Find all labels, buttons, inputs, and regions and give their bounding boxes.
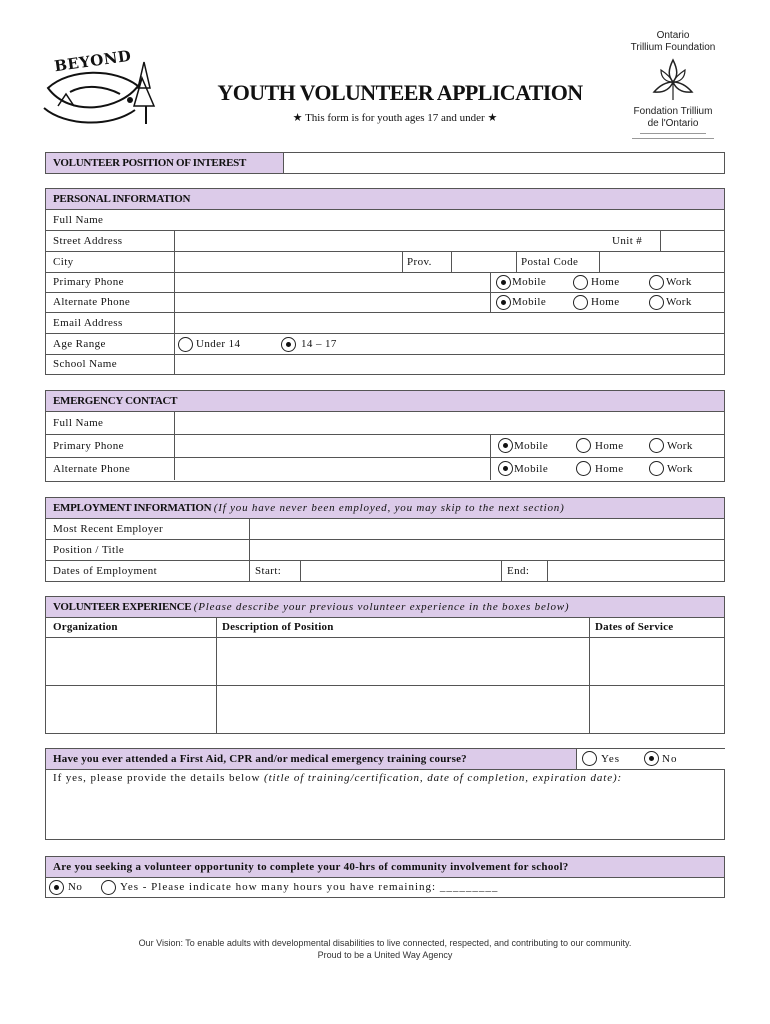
- alt-phone-mobile-radio[interactable]: [496, 295, 511, 310]
- experience-row-1: [46, 637, 724, 685]
- unit-input[interactable]: [661, 231, 724, 251]
- community-no-radio[interactable]: [49, 880, 64, 895]
- row-emergency-primary-phone: [46, 434, 724, 457]
- street-label: Street Address: [53, 235, 123, 247]
- alt-phone-work-radio[interactable]: [649, 295, 664, 310]
- emergency-primary-home-radio[interactable]: [576, 438, 591, 453]
- first-aid-details-label: If yes, please provide the details below: [53, 772, 261, 784]
- alt-phone-label: Alternate Phone: [53, 296, 131, 308]
- footer-vision: Our Vision: To enable adults with developmental disabilities to live connected, respected, and contributing to our community.: [138, 938, 632, 948]
- city-input[interactable]: [175, 252, 400, 272]
- age-under14-label: Under 14: [196, 338, 241, 350]
- first-aid-header: [46, 749, 724, 769]
- employment-header-note: (If you have never been employed, you may skip to the next section): [213, 502, 565, 514]
- emergency-primary-mobile-label: Mobile: [514, 440, 549, 452]
- row-emergency-name: [46, 411, 724, 434]
- community-section: [45, 856, 725, 898]
- first-aid-yes-label: Yes: [601, 753, 621, 765]
- otf-name-line4: de l'Ontario: [647, 118, 699, 129]
- full-name-input[interactable]: [174, 210, 724, 230]
- row-emergency-alt-phone: [46, 457, 724, 480]
- first-aid-yes-radio[interactable]: [582, 751, 597, 766]
- first-aid-details[interactable]: [46, 769, 724, 839]
- row-city: [46, 251, 724, 272]
- experience-header-title: VOLUNTEER EXPERIENCE: [53, 601, 192, 613]
- row-alt-phone: [46, 292, 724, 312]
- row-school: [46, 354, 724, 374]
- emergency-alt-phone-label: Alternate Phone: [53, 463, 131, 475]
- postal-input[interactable]: [600, 252, 724, 272]
- col-description: Description of Position: [222, 621, 334, 633]
- full-name-label: Full Name: [53, 214, 104, 226]
- experience-row-1-org-input[interactable]: [46, 638, 216, 685]
- personal-info-header: PERSONAL INFORMATION: [46, 189, 724, 209]
- employment-header-title: EMPLOYMENT INFORMATION: [53, 502, 212, 514]
- experience-row-2-dates-input[interactable]: [590, 686, 724, 733]
- first-aid-details-note: (title of training/certification, date of completion, expiration date):: [264, 772, 623, 784]
- experience-row-1-dates-input[interactable]: [590, 638, 724, 685]
- alt-phone-home-label: Home: [591, 296, 620, 308]
- primary-phone-label: Primary Phone: [53, 276, 124, 288]
- emergency-name-input[interactable]: [175, 412, 724, 434]
- employment-section: [45, 497, 725, 582]
- personal-info-section: [45, 188, 725, 375]
- emergency-name-label: Full Name: [53, 417, 104, 429]
- row-email: [46, 312, 724, 333]
- experience-header-note: (Please describe your previous volunteer experience in the boxes below): [193, 601, 570, 613]
- row-employer: [46, 518, 724, 539]
- row-primary-phone: [46, 272, 724, 292]
- first-aid-question: Have you ever attended a First Aid, CPR and/or medical emergency training course?: [53, 753, 467, 765]
- emergency-contact-header: EMERGENCY CONTACT: [46, 391, 724, 411]
- emergency-primary-work-radio[interactable]: [649, 438, 664, 453]
- row-dates-employment: [46, 560, 724, 581]
- emergency-primary-mobile-radio[interactable]: [498, 438, 513, 453]
- first-aid-no-label: No: [662, 753, 678, 765]
- emergency-primary-phone-label: Primary Phone: [53, 440, 124, 452]
- age-14-17-label: 14 – 17: [301, 338, 337, 350]
- otf-agency-fine-print-2: [632, 138, 714, 141]
- school-label: School Name: [53, 358, 117, 370]
- alt-phone-input[interactable]: [175, 293, 490, 312]
- col-dates-service: Dates of Service: [595, 621, 674, 633]
- emergency-contact-section: [45, 390, 725, 482]
- prov-input[interactable]: [452, 252, 516, 272]
- community-answers: [46, 877, 724, 897]
- emergency-alt-phone-input[interactable]: [175, 458, 490, 480]
- position-interest-input[interactable]: [286, 153, 724, 173]
- experience-row-1-desc-input[interactable]: [217, 638, 589, 685]
- primary-phone-home-label: Home: [591, 276, 620, 288]
- alt-phone-home-radio[interactable]: [573, 295, 588, 310]
- emergency-alt-work-radio[interactable]: [649, 461, 664, 476]
- experience-row-2: [46, 685, 724, 733]
- experience-column-headers: [46, 617, 724, 637]
- position-interest-label: VOLUNTEER POSITION OF INTEREST: [46, 153, 284, 173]
- alt-phone-work-label: Work: [666, 296, 692, 308]
- emergency-primary-phone-input[interactable]: [175, 435, 490, 457]
- emergency-alt-mobile-label: Mobile: [514, 463, 549, 475]
- postal-label: Postal Code: [521, 256, 579, 268]
- dates-employment-label: Dates of Employment: [53, 565, 158, 577]
- first-aid-section: [45, 748, 725, 840]
- primary-phone-work-radio[interactable]: [649, 275, 664, 290]
- experience-row-2-org-input[interactable]: [46, 686, 216, 733]
- street-input[interactable]: [175, 231, 609, 251]
- emergency-alt-mobile-radio[interactable]: [498, 461, 513, 476]
- end-date-input[interactable]: [548, 561, 724, 581]
- start-label: Start:: [255, 565, 282, 577]
- end-label: End:: [507, 565, 530, 577]
- position-label: Position / Title: [53, 544, 125, 556]
- email-label: Email Address: [53, 317, 123, 329]
- position-input[interactable]: [250, 540, 724, 560]
- experience-header: [46, 597, 724, 617]
- col-organization: Organization: [53, 621, 118, 633]
- community-no-label: No: [68, 881, 83, 893]
- email-input[interactable]: [175, 313, 724, 333]
- primary-phone-mobile-label: Mobile: [512, 276, 547, 288]
- community-yes-label: Yes - Please indicate how many hours you have remaining: _________: [120, 881, 499, 893]
- community-question: Are you seeking a volunteer opportunity to complete your 40-hrs of community involvement for school?: [46, 857, 724, 877]
- footer-united-way: Proud to be a United Way Agency: [317, 950, 453, 960]
- row-position: [46, 539, 724, 560]
- primary-phone-input[interactable]: [175, 273, 490, 292]
- otf-name-line3: Fondation Trillium: [633, 106, 713, 117]
- employer-label: Most Recent Employer: [53, 523, 164, 535]
- emergency-alt-home-radio[interactable]: [576, 461, 591, 476]
- experience-row-2-desc-input[interactable]: [217, 686, 589, 733]
- school-input[interactable]: [175, 355, 724, 374]
- primary-phone-work-label: Work: [666, 276, 692, 288]
- row-street: [46, 230, 724, 251]
- age-14-17-radio[interactable]: [281, 337, 296, 352]
- city-label: City: [53, 256, 74, 268]
- community-yes-radio[interactable]: [101, 880, 116, 895]
- row-age-range: [46, 333, 724, 354]
- employer-input[interactable]: [250, 519, 724, 539]
- form-subtitle: ★ This form is for youth ages 17 and under ★: [292, 112, 498, 124]
- beyond-logo-text: BEYOND: [53, 46, 133, 76]
- age-under14-radio[interactable]: [178, 337, 193, 352]
- form-title: YOUTH VOLUNTEER APPLICATION: [217, 80, 583, 105]
- otf-name-line2: Trillium Foundation: [630, 42, 716, 53]
- volunteer-experience-section: [45, 596, 725, 734]
- primary-phone-mobile-radio[interactable]: [496, 275, 511, 290]
- otf-agency-fine-print: [640, 133, 706, 136]
- position-interest-section: [45, 152, 725, 174]
- employment-header: [46, 498, 724, 518]
- unit-label: Unit #: [612, 235, 643, 247]
- emergency-primary-work-label: Work: [667, 440, 693, 452]
- emergency-primary-home-label: Home: [595, 440, 624, 452]
- first-aid-no-radio[interactable]: [644, 751, 659, 766]
- primary-phone-home-radio[interactable]: [573, 275, 588, 290]
- prov-label: Prov.: [407, 256, 432, 268]
- otf-name-line1: Ontario: [656, 30, 690, 41]
- alt-phone-mobile-label: Mobile: [512, 296, 547, 308]
- row-full-name: [46, 209, 724, 230]
- emergency-alt-work-label: Work: [667, 463, 693, 475]
- emergency-alt-home-label: Home: [595, 463, 624, 475]
- start-date-input[interactable]: [301, 561, 501, 581]
- age-range-label: Age Range: [53, 338, 106, 350]
